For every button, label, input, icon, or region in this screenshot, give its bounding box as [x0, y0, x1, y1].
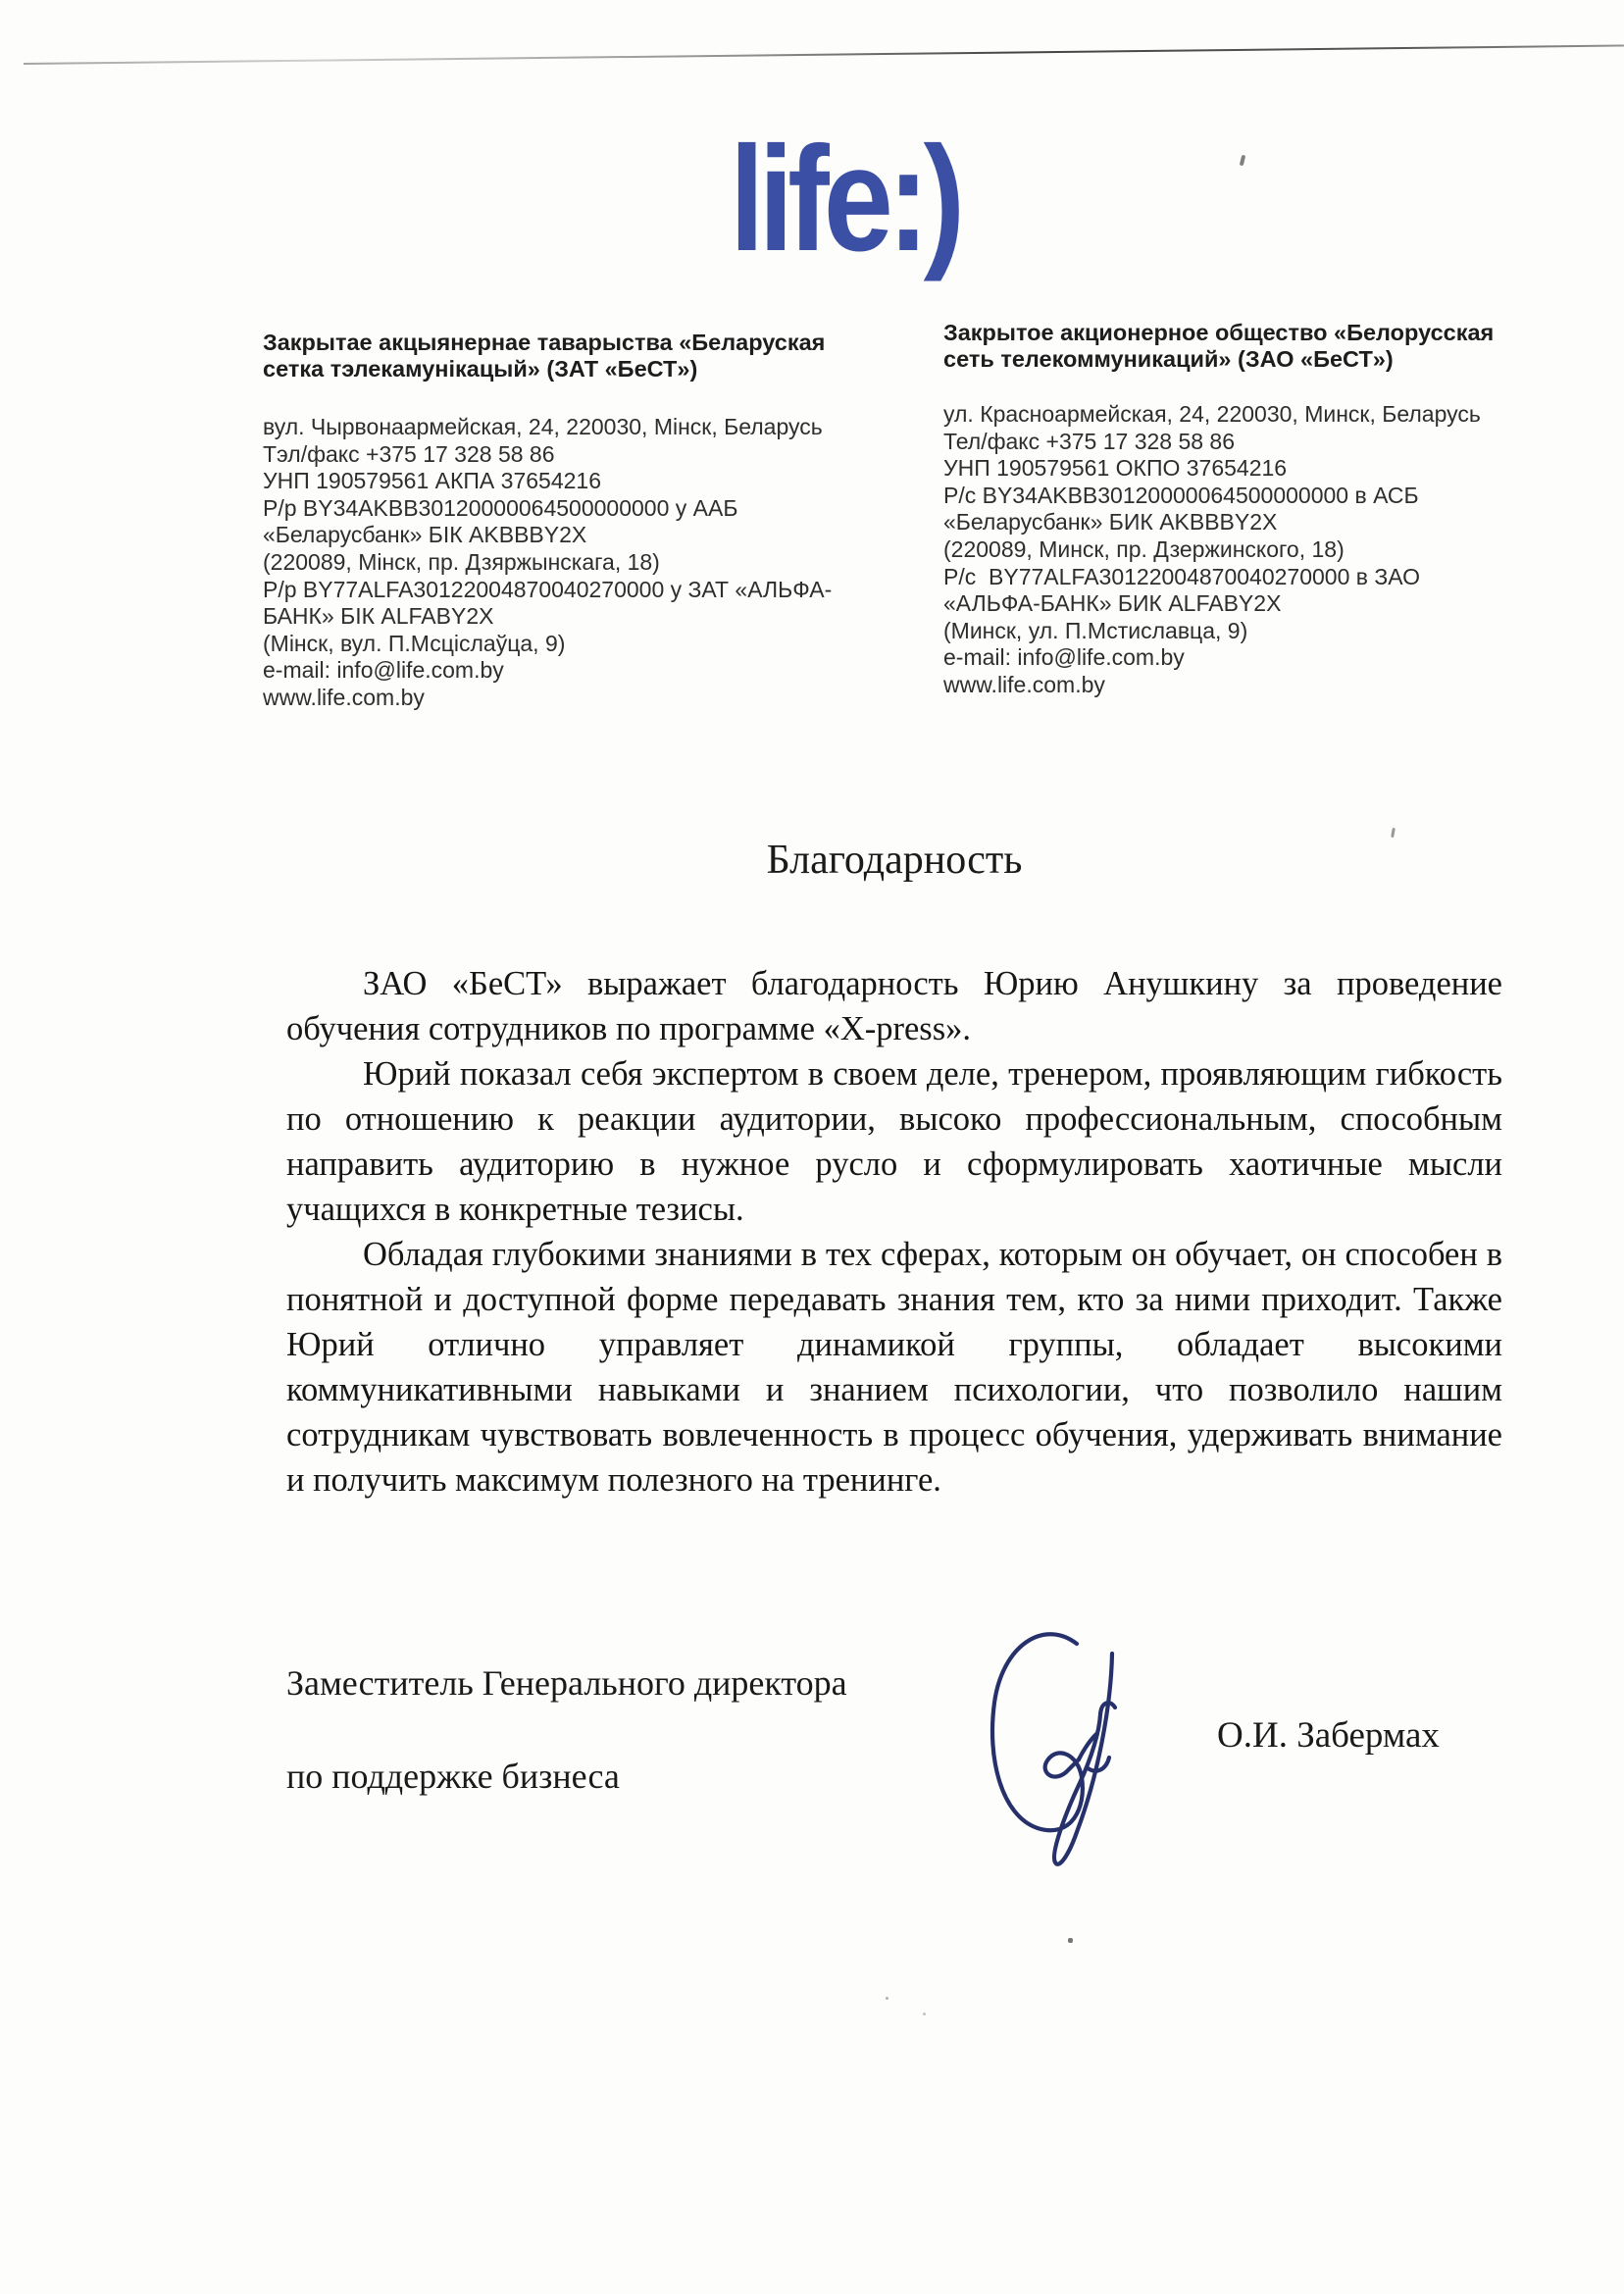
detail-line: Тел/факс +375 17 328 58 86 [943, 428, 1236, 454]
company-details-belarusian [263, 414, 841, 712]
letter-body [286, 961, 1502, 1503]
letter-paragraph: Юрий показал себя экспертом в своем деле, тренером, проявляющим гибкость по отношению к реакции аудитории, высоко профессиональным, способным направить аудиторию в нужное русло и сформулировать хаотичные мысли учащихся в конкретные тезисы. [286, 1055, 1502, 1228]
detail-line: (Мінск, вул. П.Мсціслаўца, 9) [263, 630, 566, 656]
scan-speck [886, 1997, 888, 2000]
detail-line: (220089, Мінск, пр. Дзяржынскага, 18) [263, 548, 660, 575]
scan-speck [1240, 155, 1246, 167]
signatory-name: О.И. Забермах [1217, 1715, 1440, 1756]
email-line: e-mail: info@life.com.by [263, 657, 504, 684]
detail-line: вул. Чырвонаармейская, 24, 220030, Мінск, Беларусь [263, 414, 823, 439]
detail-line: УНП 190579561 ОКПО 37654216 [943, 455, 1288, 482]
scan-speck [1068, 1938, 1073, 1943]
email-line: e-mail: info@life.com.by [943, 644, 1185, 671]
detail-line: «Беларусбанк» БИК AKBBBY2X [943, 509, 1278, 535]
scan-artifact-line [24, 44, 1624, 65]
detail-line: ул. Красноармейская, 24, 220030, Минск, Беларусь [943, 401, 1481, 427]
letter-paragraph: ЗАО «БеСТ» выражает благодарность Юрию Анушкину за проведение обучения сотрудников по программе «X-press». [286, 965, 1502, 1047]
signatory-role-line1: Заместитель Генерального директора [286, 1663, 847, 1703]
company-name-russian [943, 320, 1522, 372]
detail-line: Тэл/факс +375 17 328 58 86 [263, 440, 555, 467]
detail-line: Р/с BY77ALFA30122004870040270000 в ЗАО [943, 563, 1420, 589]
company-name-line: сеть телекоммуникаций» (ЗАО «БеСТ») [943, 345, 1394, 372]
handwritten-signature [981, 1618, 1147, 1883]
scan-speck [923, 2013, 926, 2015]
company-name-line: Закрытое акционерное общество «Белорусская [943, 320, 1495, 345]
company-name-line: Закрытае акцыянернае таварыства «Беларуская [263, 330, 826, 355]
life-logo: life:) [730, 116, 960, 282]
website-line: www.life.com.by [263, 684, 425, 710]
detail-line: (220089, Минск, пр. Дзержинского, 18) [943, 535, 1345, 562]
website-line: www.life.com.by [943, 671, 1105, 697]
detail-line: УНП 190579561 АКПА 37654216 [263, 468, 601, 494]
detail-line: «АЛЬФА-БАНК» БИК ALFABY2X [943, 590, 1282, 617]
company-name-belarusian [263, 330, 841, 382]
detail-line: «Беларусбанк» БІК AKBBBY2X [263, 522, 587, 548]
letter-paragraph: Обладая глубокими знаниями в тех сферах, которым он обучает, он способен в понятной и доступной форме передавать знания тем, кто за ними приходит. Также Юрий отлично управляет динамикой группы, обладает высокими коммуникативными навыками и знанием психологии, что позволило нашим сотрудникам чувствовать вовлеченность в процесс обучения, удерживать внимание и получить максимум полезного на тренинге. [286, 1236, 1502, 1499]
signatory-role-line2: по поддержке бизнеса [286, 1757, 620, 1796]
detail-line: Р/р BY34AKBB30120000064500000000 у ААБ [263, 494, 738, 521]
letter-title: Благодарность [766, 838, 1023, 883]
detail-line: Р/с BY34AKBB30120000064500000000 в АСБ [943, 482, 1419, 508]
detail-line: (Минск, ул. П.Мстиславца, 9) [943, 617, 1248, 643]
company-name-line: сетка тэлекамунікацый» (ЗАТ «БеСТ») [263, 355, 698, 382]
detail-line: БАНК» БІК ALFABY2X [263, 603, 494, 630]
detail-line: Р/р BY77ALFA30122004870040270000 у ЗАТ «АЛЬФА- [263, 576, 833, 602]
company-details-russian [943, 401, 1522, 699]
